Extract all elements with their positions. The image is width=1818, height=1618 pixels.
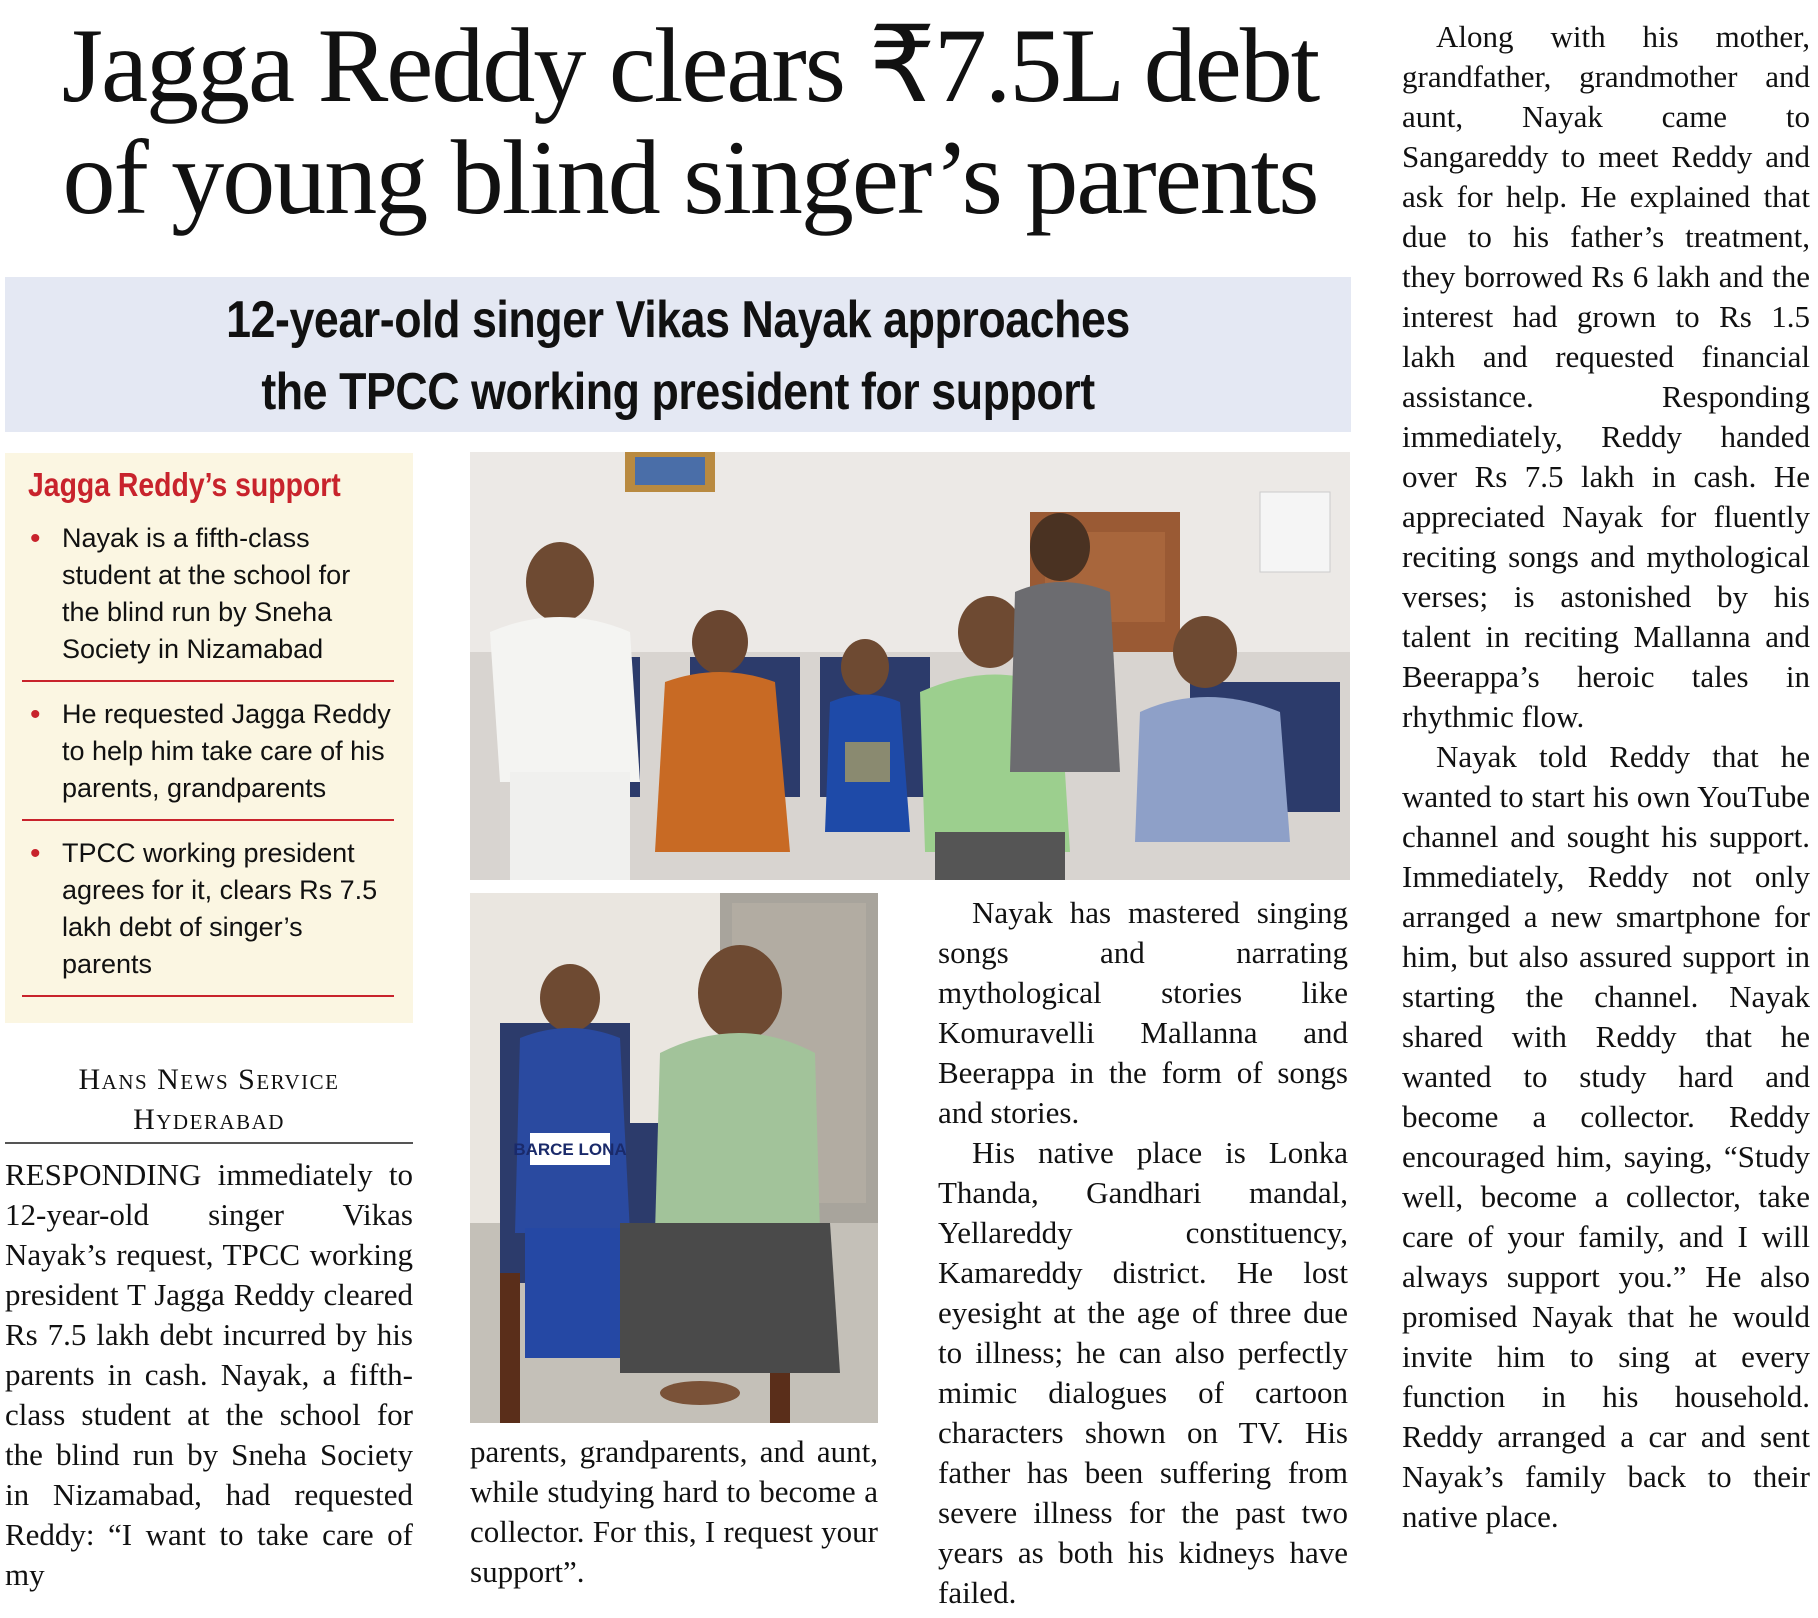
- factbox-item: • Nayak is a fifth-class student at the school for the blind run by Sneha Society in Nizamabad: [22, 520, 394, 682]
- deck: [99, 284, 1257, 428]
- bullet-icon: •: [30, 698, 41, 731]
- body-paragraph: Along with his mother, grandfather, grandmother and aunt, Nayak came to Sangareddy to meet Reddy and ask for help. He explained that due to his father’s treatment, they borrowed Rs 6 lakh and the interest had grown to Rs 1.5 lakh and requested financial assistance. Responding immediately, Reddy handed over Rs 7.5 lakh in cash. He appreciated Nayak for fluently reciting songs and mythological verses; is astonished by his talent in reciting Mallanna and Beerappa’s heroic tales in rhythmic flow.: [1402, 19, 1810, 734]
- body-column-1: [5, 1155, 413, 1595]
- bullet-icon: •: [30, 837, 41, 870]
- body-column-2: [470, 1432, 878, 1592]
- body-paragraph: parents, grandparents, and aunt, while studying hard to become a collector. For this, I request your support”.: [470, 1434, 878, 1589]
- factbox-list: [22, 520, 394, 1011]
- byline-city: Hyderabad: [133, 1103, 285, 1136]
- byline-divider: [5, 1142, 413, 1144]
- body-paragraph: Nayak told Reddy that he wanted to start his own YouTube channel and sought his support. Immediately, Reddy not only arranged a new smartphone for him, but also assured support in starting the channel. Nayak shared with Reddy that he wanted to study hard and become a collector. Reddy encouraged him, saying, “Study well, become a collector, take care of your family, and I will always support you.” He also promised Nayak that he would invite him to sing at every function in his household. Reddy arranged a car and sent Nayak’s family back to their native place.: [1402, 739, 1810, 1534]
- bullet-icon: •: [30, 522, 41, 555]
- headline-line-1: Jagga Reddy clears ₹7.5L debt: [61, 7, 1319, 124]
- headline: [20, 7, 1360, 236]
- body-column-3: [938, 893, 1348, 1613]
- body-paragraph: RESPONDING immediately to 12-year-old singer Vikas Nayak’s request, TPCC working president T Jagga Reddy cleared Rs 7.5 lakh debt incurred by his parents in cash. Nayak, a fifth-class student at the school for the blind run by Sneha Society in Nizamabad, had requested Reddy: “I want to take care of my: [5, 1157, 413, 1592]
- secondary-photo: [470, 893, 878, 1423]
- body-paragraph: Nayak has mastered singing songs and narrating mythological stories like Komuravelli Mallanna and Beerappa in the form of songs and stories.: [938, 895, 1348, 1130]
- factbox-title: Jagga Reddy’s support: [28, 466, 341, 503]
- factbox-item: • TPCC working president agrees for it, clears Rs 7.5 lakh debt of singer’s parents: [22, 835, 394, 997]
- shirt-print-text: BARCE LONA: [513, 1140, 627, 1159]
- deck-line-2: the TPCC working president for support: [261, 363, 1095, 421]
- deck-line-1: 12-year-old singer Vikas Nayak approaches: [226, 291, 1130, 349]
- byline: [5, 1060, 413, 1140]
- byline-agency: Hans News Service: [78, 1063, 340, 1096]
- body-column-4: [1402, 17, 1810, 1537]
- main-photo: [470, 452, 1350, 880]
- headline-line-2: of young blind singer’s parents: [62, 119, 1318, 236]
- body-paragraph: His native place is Lonka Thanda, Gandhari mandal, Yellareddy constituency, Kamareddy district. He lost eyesight at the age of three due to illness; he can also perfectly mimic dialogues of cartoon characters shown on TV. His father has been suffering from severe illness for the past two years as both his kidneys have failed.: [938, 1135, 1348, 1610]
- factbox-item: • He requested Jagga Reddy to help him take care of his parents, grandparents: [22, 696, 394, 821]
